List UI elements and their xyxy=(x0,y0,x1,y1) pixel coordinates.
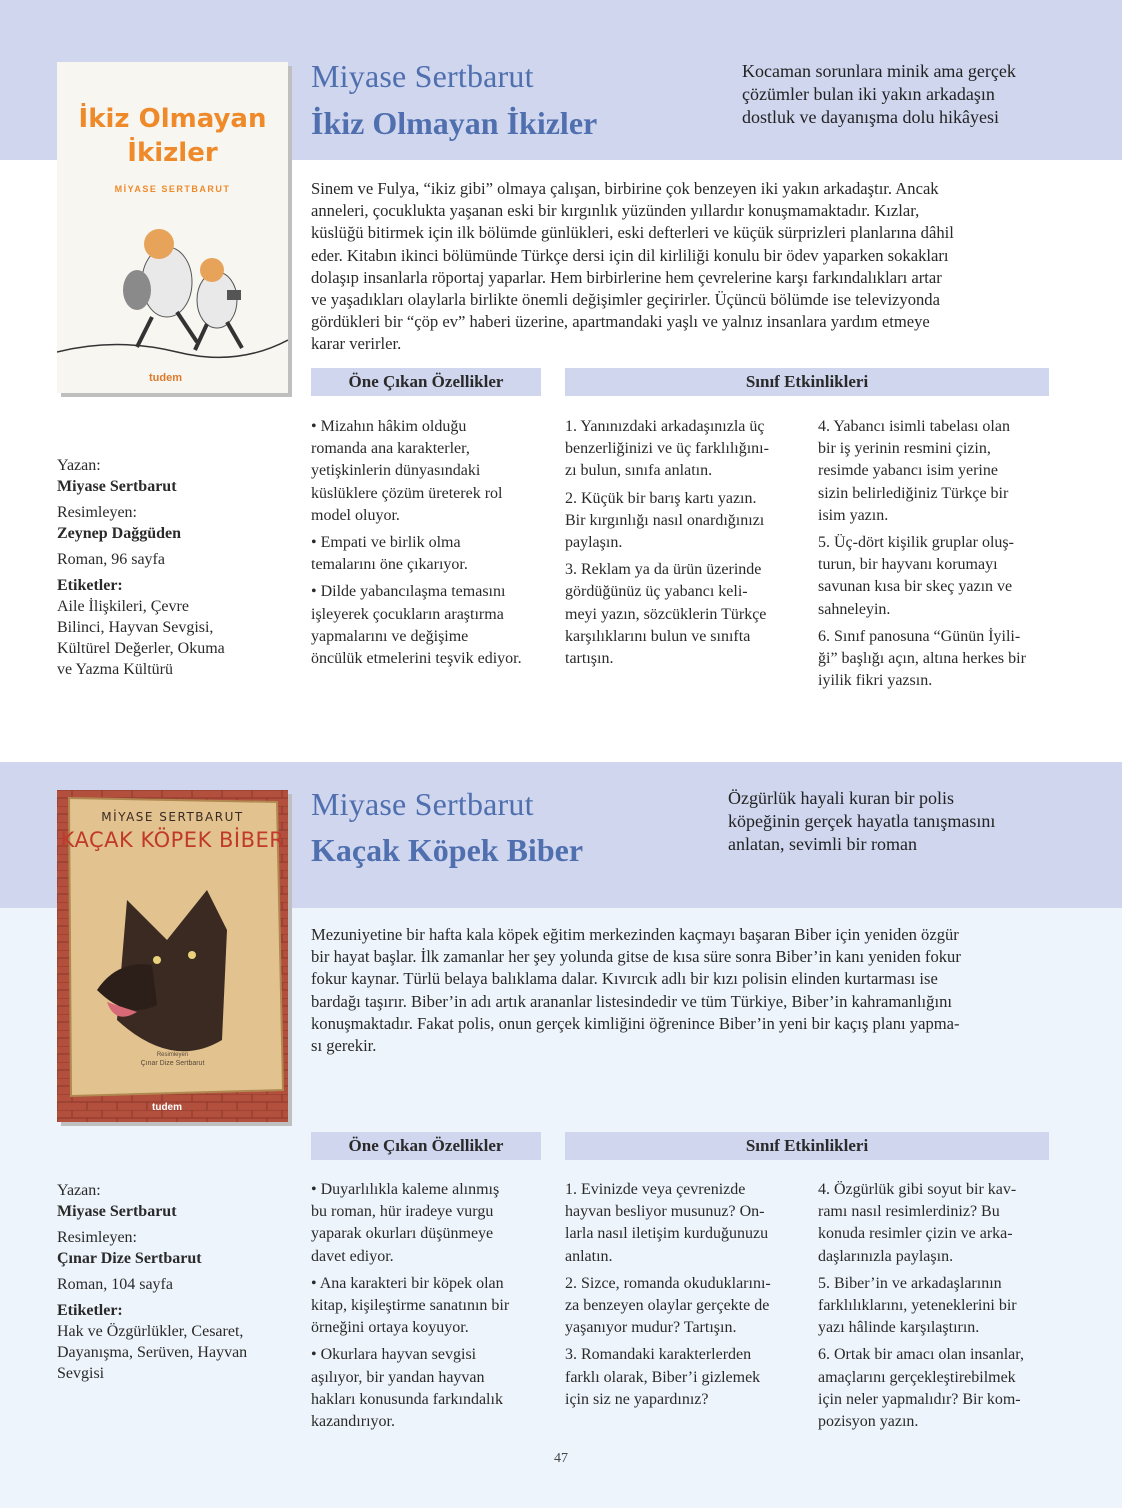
tags-label: Etiketler: xyxy=(57,577,123,594)
activity-item: 5. Üç-dört kişilik gruplar oluş- turun, bir hayvanı korumayı savunan kısa bir skeç yazın ve sahneleyin. xyxy=(818,534,1014,618)
book-author-heading: Miyase Sertbarut xyxy=(311,58,534,94)
activity-item: 6. Sınıf panosuna “Günün İyili- ği” başlığı açın, altına herkes bir iyilik fikri yazsın. xyxy=(818,627,1026,690)
illustrator-label: Resimleyen: xyxy=(57,1229,137,1246)
features-list xyxy=(311,1179,551,1438)
book-cover-kacak-kopek-biber xyxy=(57,790,288,1122)
illustrator-name: Zeynep Dağgüden xyxy=(57,525,182,542)
feature-item: • Okurlara hayvan sevgisi aşılıyor, bir yandan hayvan hakları konusunda farkındalık kazandırıyor. xyxy=(311,1346,503,1431)
cover-title: KAÇAK KÖPEK BİBER xyxy=(60,828,285,852)
activity-item: 1. Evinizde veya çevrenizde hayvan besliyor musunuz? On- larla nasıl iletişim kurduğunuzu anlatın. xyxy=(565,1181,769,1265)
cover-illustrator-label: Resimleyen xyxy=(156,1052,189,1058)
description-line: Sinem ve Fulya, “ikiz gibi” olmaya çalışan, birbirine çok benzeyen iki yakın arkadaştır. Ancak xyxy=(311,179,939,198)
feature-item: • Dilde yabancılaşma temasını işleyerek çocukların araştırma yapmalarını ve değişime öncülük etmelerini teşvik ediyor. xyxy=(311,583,522,668)
book-tagline xyxy=(728,787,995,856)
book-cover-ikiz-olmayan-ikizler xyxy=(57,62,288,393)
description-line: fokur kaynar. Türlü belaya balıklama dalar. Kıvırcık adlı bir kızı polisin elinden kurtarması ise xyxy=(311,969,938,989)
book-description xyxy=(311,178,1049,356)
page-number: 47 xyxy=(554,1451,568,1466)
description-line: Mezuniyetine bir hafta kala köpek eğitim merkezinden kaçmayı başaran Biber için yeniden özgür xyxy=(311,925,959,944)
activities-list-right xyxy=(818,416,1058,697)
cover-illustrator: Çınar Dize Sertbarut xyxy=(140,1060,205,1067)
tags-line: Dayanışma, Serüven, Hayvan xyxy=(57,1344,248,1361)
author-label: Yazan: xyxy=(57,1182,101,1199)
tags-line: Hak ve Özgürlükler, Cesaret, xyxy=(57,1323,244,1340)
book-author-heading: Miyase Sertbarut xyxy=(311,786,534,822)
cover-publisher: tudem xyxy=(149,372,182,384)
tags-line: Bilinci, Hayvan Sevgisi, xyxy=(57,619,214,636)
activity-item: 4. Özgürlük gibi soyut bir kav- ramı nasıl resimlerdiniz? Bu konuda resimler çizin ve arka- daşlarınızla paylaşın. xyxy=(818,1181,1017,1265)
description-line: ve yaşadıkları olaylarla birlikte önemli değişimler geçirirler. Üçüncü bölümde ise televizyonda xyxy=(311,290,940,310)
features-header: Öne Çıkan Özellikler xyxy=(311,1132,541,1160)
activity-item: 3. Reklam ya da ürün üzerinde gördüğünüz üç yabancı keli- meyi yazın, sözcüklerin Türkçe karşılıklarını bulun ve sınıfta tartışın. xyxy=(565,561,767,668)
description-line: bardağı taşırır. Biber’in adı artık arananlar listesindedir ve tüm Türkiye, Biber’in kahramanlığını xyxy=(311,991,952,1011)
description-line: anneleri, çocuklukta yaşanan eski bir kırgınlık yüzünden yıllardır konuşmamaktadır. Kızlar, xyxy=(311,201,920,221)
book-tagline xyxy=(742,60,1016,129)
description-line: gördükleri bir “çöp ev” haberi üzerine, apartmandaki yaşlı ve yalnız insanlara yardım etmeye xyxy=(311,312,930,332)
activities-header: Sınıf Etkinlikleri xyxy=(565,368,1049,396)
author-name: Miyase Sertbarut xyxy=(57,478,177,495)
feature-item: • Empati ve birlik olma temalarını öne çıkarıyor. xyxy=(311,534,468,574)
author-name: Miyase Sertbarut xyxy=(57,1203,177,1220)
description-line: sı gerekir. xyxy=(311,1036,377,1056)
book-format: Roman, 104 sayfa xyxy=(57,1276,173,1293)
tagline-line: anlatan, sevimli bir roman xyxy=(728,834,917,854)
book-title-heading: İkiz Olmayan İkizler xyxy=(311,105,598,141)
book-section-1 xyxy=(0,0,1122,740)
tags-line: Aile İlişkileri, Çevre xyxy=(57,598,189,615)
feature-item: • Duyarlılıkla kaleme alınmış bu roman, hür iradeye vurgu yaparak okurları düşünmeye davet ediyor. xyxy=(311,1181,500,1265)
tags-line: Kültürel Değerler, Okuma xyxy=(57,640,225,657)
activity-item: 2. Sizce, romanda okuduklarını- za benzeyen olaylar gerçekte de yaşanıyor mudur? Tartışın. xyxy=(565,1274,771,1337)
cover-author: MİYASE SERTBARUT xyxy=(101,810,244,824)
activities-list-left xyxy=(565,1179,805,1416)
activity-item: 2. Küçük bir barış kartı yazın. Bir kırgınlığı nasıl onardığınızı paylaşın. xyxy=(565,489,765,552)
illustrator-label: Resimleyen: xyxy=(57,504,137,521)
book-description xyxy=(311,924,1049,1057)
features-list xyxy=(311,416,551,675)
description-line: eder. Kitabın ikinci bölümünde Türkçe dersi için dil kirliliği konulu bir ödev yaparken sokakları xyxy=(311,245,949,265)
cover-author: MİYASE SERTBARUT xyxy=(114,184,231,194)
description-line: küslüğü bitirmek için ilk bölümde günlükleri, eski defterleri ve küçük sürprizleri planlarına dâhil xyxy=(311,223,954,243)
tags-label: Etiketler: xyxy=(57,1302,123,1319)
cover-title-line1: İkiz Olmayan xyxy=(78,104,267,134)
tagline-line: çözümler bulan iki yakın arkadaşın xyxy=(742,84,995,104)
activities-list-right xyxy=(818,1179,1058,1438)
feature-item: • Ana karakteri bir köpek olan kitap, kişileştirme sanatının bir örneğini ortaya koyuyor. xyxy=(311,1274,510,1337)
book-section-2 xyxy=(0,762,1122,1508)
tags-line: ve Yazma Kültürü xyxy=(57,661,173,678)
tagline-line: köpeğinin gerçek hayatla tanışmasını xyxy=(728,811,996,831)
activity-item: 3. Romandaki karakterlerden farklı olarak, Biber’i gizlemek için siz ne yapardınız? xyxy=(565,1346,761,1408)
author-label: Yazan: xyxy=(57,457,101,474)
book-format: Roman, 96 sayfa xyxy=(57,551,165,568)
cover-illustration-two-girls xyxy=(57,212,288,372)
description-line: karar verirler. xyxy=(311,334,402,354)
activities-list-left xyxy=(565,416,800,675)
features-header: Öne Çıkan Özellikler xyxy=(311,368,541,396)
tagline-line: dostluk ve dayanışma dolu hikâyesi xyxy=(742,107,999,127)
activity-item: 1. Yanınızdaki arkadaşınızla üç benzerliğinizi ve üç farklılığını- zı bulun, sınıfa anlatın. xyxy=(565,418,769,480)
book-title-heading: Kaçak Köpek Biber xyxy=(311,832,584,868)
activity-item: 4. Yabancı isimli tabelası olan bir iş yerinin resmini çizin, resimde yabancı isim yerine sizin belirlediğiniz Türkçe bir isim yazın. xyxy=(818,418,1010,524)
cover-title-line2: İkizler xyxy=(127,138,218,168)
illustrator-name: Çınar Dize Sertbarut xyxy=(57,1250,202,1267)
feature-item: • Mizahın hâkim olduğu romanda ana karakterler, yetişkinlerin dünyasındaki küslüklere çözüm üreterek rol model oluyor. xyxy=(311,418,503,524)
description-line: dolaşıp insanlarla röportaj yaparlar. Hem birbirlerine hem çevrelerine karşı farkındalıkları artar xyxy=(311,267,942,287)
activity-item: 5. Biber’in ve arkadaşlarının farklılıklarını, yeteneklerini bir yazı hâlinde karşılaştırın. xyxy=(818,1274,1017,1337)
book-meta xyxy=(57,1180,277,1384)
description-line: konuşmaktadır. Fakat polis, onun gerçek kimliğini öğrenince Biber’in yeni bir kaçış planı yapma- xyxy=(311,1013,960,1033)
activity-item: 6. Ortak bir amacı olan insanlar, amaçlarını gerçekleştirebilmek için neler yapmalıdır? Bir kom- pozisyon yazın. xyxy=(818,1346,1024,1431)
tagline-line: Özgürlük hayali kuran bir polis xyxy=(728,788,954,808)
cover-publisher: tudem xyxy=(152,1102,182,1113)
description-line: bir hayat başlar. İlk zamanlar her şey yolunda gitse de kısa süre sonra Biber’in kanı yeniden fokur xyxy=(311,947,961,967)
tagline-line: Kocaman sorunlara minik ama gerçek xyxy=(742,61,1016,81)
activities-header: Sınıf Etkinlikleri xyxy=(565,1132,1049,1160)
book-meta xyxy=(57,455,277,680)
tags-line: Sevgisi xyxy=(57,1365,105,1382)
